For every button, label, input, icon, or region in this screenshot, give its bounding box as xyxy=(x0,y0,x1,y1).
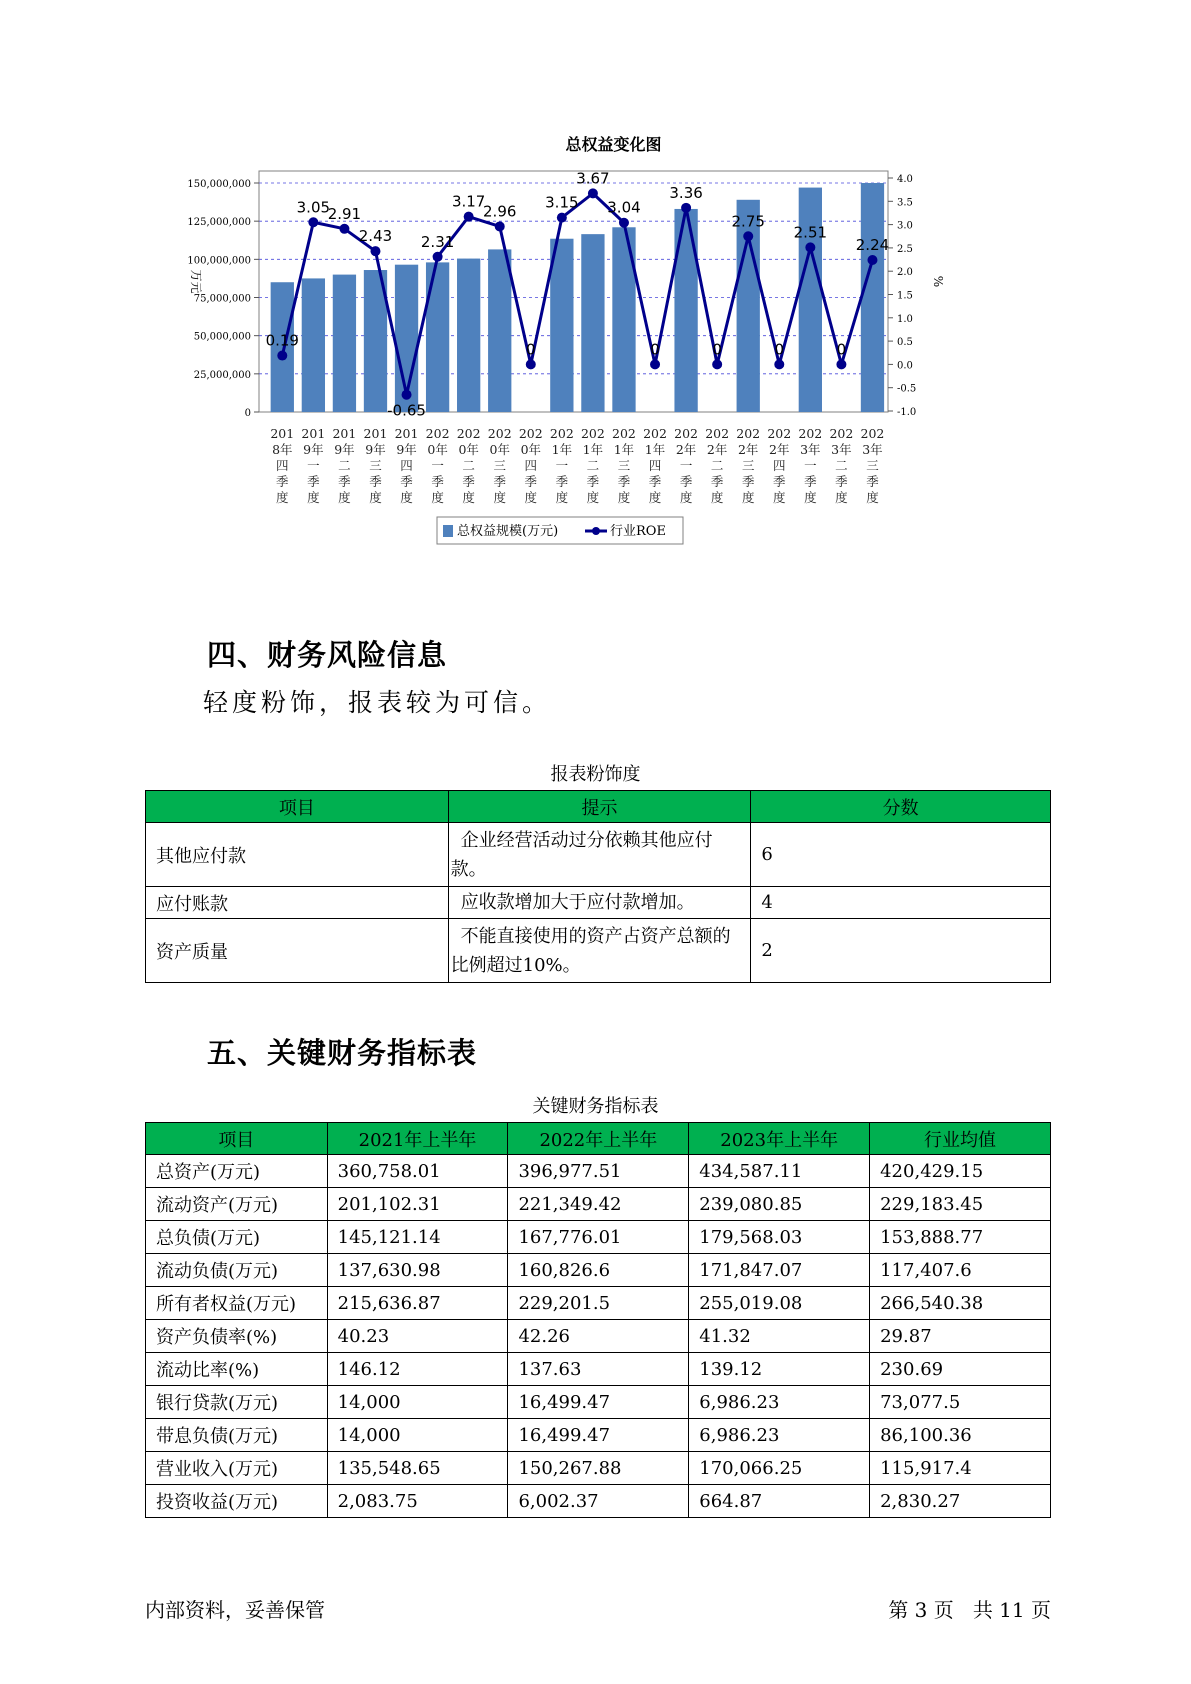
x-axis-tick-label: 0年 xyxy=(520,442,542,457)
x-axis-tick-label: 季 xyxy=(866,474,879,489)
roe-point xyxy=(743,231,753,241)
metric-value: 215,636.87 xyxy=(327,1287,508,1320)
metric-value: 16,499.47 xyxy=(508,1419,689,1452)
x-axis-tick-label: 三 xyxy=(617,458,631,473)
x-axis-tick-label: 2年 xyxy=(706,442,728,457)
metric-value: 117,407.6 xyxy=(870,1254,1051,1287)
metric-value: 170,066.25 xyxy=(689,1452,870,1485)
x-axis-tick-label: 度 xyxy=(276,490,289,505)
x-axis-tick-label: 202 xyxy=(549,426,574,441)
x-axis-tick-label: 季 xyxy=(617,474,631,489)
bar xyxy=(302,278,325,412)
metric-name: 总资产(万元) xyxy=(146,1155,328,1188)
x-axis-tick-label: 202 xyxy=(860,426,885,441)
metric-value: 396,977.51 xyxy=(508,1155,689,1188)
left-axis-tick-label: 50,000,000 xyxy=(193,331,251,343)
bar xyxy=(581,234,604,412)
metric-name: 流动资产(万元) xyxy=(146,1188,328,1221)
right-axis-tick-label: 0.0 xyxy=(897,360,913,372)
x-axis-tick-label: 9年 xyxy=(396,442,417,457)
metric-value: 229,201.5 xyxy=(508,1287,689,1320)
x-axis-tick-label: 季 xyxy=(835,474,848,489)
metric-value: 14,000 xyxy=(327,1386,508,1419)
roe-data-label: 2.75 xyxy=(731,212,765,231)
bar xyxy=(333,275,356,412)
x-axis-tick-label: 0年 xyxy=(489,442,510,457)
x-axis-tick-label: 2年 xyxy=(769,442,790,457)
metric-value: 137.63 xyxy=(508,1353,689,1386)
table-row xyxy=(146,887,1051,919)
metric-name: 所有者权益(万元) xyxy=(146,1287,328,1320)
metric-value: 229,183.45 xyxy=(870,1188,1051,1221)
risk-header-hint: 提示 xyxy=(448,791,751,823)
roe-data-label: 3.15 xyxy=(545,193,579,212)
roe-data-label: 3.04 xyxy=(607,198,641,217)
roe-data-label: 0 xyxy=(836,340,847,359)
x-axis-tick-label: 季 xyxy=(493,474,506,489)
roe-data-label: 3.17 xyxy=(451,192,486,211)
metric-name: 流动负债(万元) xyxy=(146,1254,328,1287)
roe-point xyxy=(619,218,629,228)
x-axis-tick-label: 度 xyxy=(400,490,413,505)
metric-value: 160,826.6 xyxy=(508,1254,689,1287)
x-axis-tick-label: 度 xyxy=(773,490,786,505)
x-axis-tick-label: 度 xyxy=(710,490,724,505)
table-row xyxy=(146,919,1051,983)
x-axis-tick-label: 1年 xyxy=(582,442,604,457)
roe-point xyxy=(495,221,505,231)
bar xyxy=(488,249,511,412)
x-axis-tick-label: 度 xyxy=(586,490,600,505)
x-axis-tick-label: 0年 xyxy=(458,442,479,457)
metric-value: 255,019.08 xyxy=(689,1287,870,1320)
x-axis-tick-label: 三 xyxy=(493,458,506,473)
x-axis-tick-label: 季 xyxy=(462,474,475,489)
risk-table-caption: 报表粉饰度 xyxy=(550,764,641,785)
metric-table xyxy=(145,1122,1051,1518)
table-row xyxy=(146,1254,1051,1287)
metric-value: 6,986.23 xyxy=(689,1386,870,1419)
x-axis-tick-label: 季 xyxy=(369,474,382,489)
roe-point xyxy=(712,359,722,369)
x-axis-tick-label: 季 xyxy=(431,474,444,489)
metric-value: 6,002.37 xyxy=(508,1485,689,1518)
x-axis-tick-label: 二 xyxy=(710,458,724,473)
x-axis-tick-label: 度 xyxy=(524,490,538,505)
metric-value: 86,100.36 xyxy=(870,1419,1051,1452)
x-axis-tick-label: 202 xyxy=(612,426,636,441)
roe-data-label: 2.31 xyxy=(420,232,455,251)
x-axis-tick-label: 0年 xyxy=(427,442,448,457)
metric-value: 167,776.01 xyxy=(508,1221,689,1254)
metric-value: 115,917.4 xyxy=(870,1452,1051,1485)
right-axis-label: % xyxy=(931,275,945,288)
roe-data-label: 0.19 xyxy=(265,331,299,350)
x-axis-tick-label: 一 xyxy=(307,458,320,473)
metric-value: 2,083.75 xyxy=(327,1485,508,1518)
bar xyxy=(550,239,573,412)
risk-score: 4 xyxy=(751,887,1051,919)
risk-score: 2 xyxy=(751,919,1051,983)
metric-value: 16,499.47 xyxy=(508,1386,689,1419)
x-axis-tick-label: 三 xyxy=(866,458,879,473)
right-axis-tick-label: 2.5 xyxy=(897,243,913,255)
roe-data-label: 2.24 xyxy=(855,236,890,255)
metric-value: 434,587.11 xyxy=(689,1155,870,1188)
legend-bar-swatch xyxy=(443,525,453,537)
x-axis-tick-label: 二 xyxy=(462,458,475,473)
x-axis-tick-label: 四 xyxy=(648,458,662,473)
table-row xyxy=(146,1452,1051,1485)
roe-point xyxy=(681,203,691,213)
x-axis-tick-label: 202 xyxy=(767,426,792,441)
roe-point xyxy=(557,213,567,223)
bar xyxy=(426,262,449,412)
right-axis-tick-label: -0.5 xyxy=(897,383,917,395)
metric-value: 266,540.38 xyxy=(870,1287,1051,1320)
table-row xyxy=(146,1221,1051,1254)
x-axis-tick-label: 度 xyxy=(648,490,662,505)
x-axis-tick-label: 度 xyxy=(804,490,817,505)
x-axis-tick-label: 202 xyxy=(487,426,512,441)
equity-chart-svg xyxy=(180,135,1020,595)
x-axis-tick-label: 季 xyxy=(679,474,693,489)
x-axis-tick-label: 季 xyxy=(338,474,351,489)
x-axis-tick-label: 9年 xyxy=(303,442,324,457)
x-axis-tick-label: 二 xyxy=(586,458,600,473)
roe-data-label: 0 xyxy=(712,340,722,359)
right-axis-tick-label: -1.0 xyxy=(897,407,917,418)
x-axis-tick-label: 9年 xyxy=(334,442,355,457)
metric-value: 145,121.14 xyxy=(327,1221,508,1254)
table-row xyxy=(146,1188,1051,1221)
metric-name: 带息负债(万元) xyxy=(146,1419,328,1452)
metrics-section-title: 五、关键财务指标表 xyxy=(207,1036,478,1070)
roe-point xyxy=(650,359,660,369)
roe-data-label: 2.51 xyxy=(793,223,828,242)
metric-value: 221,349.42 xyxy=(508,1188,689,1221)
metric-value: 29.87 xyxy=(870,1320,1051,1353)
chart-title: 总权益变化图 xyxy=(565,135,662,154)
x-axis-tick-label: 1年 xyxy=(613,442,635,457)
metric-table-caption: 关键财务指标表 xyxy=(532,1096,659,1117)
x-axis-tick-label: 2年 xyxy=(737,442,759,457)
risk-hint: 企业经营活动过分依赖其他应付款。 xyxy=(448,823,751,887)
x-axis-tick-label: 202 xyxy=(580,426,605,441)
x-axis-tick-label: 度 xyxy=(462,490,475,505)
metric-value: 230.69 xyxy=(870,1353,1051,1386)
metric-header: 2023年上半年 xyxy=(689,1123,870,1155)
x-axis-tick-label: 202 xyxy=(425,426,450,441)
metric-name: 投资收益(万元) xyxy=(146,1485,328,1518)
metric-value: 135,548.65 xyxy=(327,1452,508,1485)
roe-data-label: 2.43 xyxy=(358,227,393,246)
x-axis-tick-label: 202 xyxy=(736,426,761,441)
x-axis-tick-label: 202 xyxy=(798,426,823,441)
roe-data-label: 0 xyxy=(774,340,785,359)
metric-value: 137,630.98 xyxy=(327,1254,508,1287)
metric-value: 14,000 xyxy=(327,1419,508,1452)
bar xyxy=(799,188,822,412)
x-axis-tick-label: 1年 xyxy=(644,442,666,457)
x-axis-tick-label: 季 xyxy=(524,474,538,489)
x-axis-tick-label: 一 xyxy=(679,458,693,473)
metric-value: 153,888.77 xyxy=(870,1221,1051,1254)
risk-summary-text: 轻度粉饰，报表较为可信。 xyxy=(203,688,552,717)
x-axis-tick-label: 季 xyxy=(586,474,600,489)
x-axis-tick-label: 季 xyxy=(773,474,786,489)
table-row xyxy=(146,823,1051,887)
metric-value: 40.23 xyxy=(327,1320,508,1353)
x-axis-tick-label: 二 xyxy=(338,458,351,473)
roe-point xyxy=(402,390,412,400)
risk-item: 应付账款 xyxy=(146,887,449,919)
legend-bar-label: 总权益规模(万元) xyxy=(457,524,559,539)
x-axis-tick-label: 季 xyxy=(555,474,569,489)
roe-data-label: 2.96 xyxy=(483,202,517,221)
roe-data-label: 0 xyxy=(526,340,536,359)
x-axis-tick-label: 四 xyxy=(400,458,413,473)
x-axis-tick-label: 一 xyxy=(555,458,569,473)
footer-page-number: 第 3 页 共 11 页 xyxy=(888,1598,1051,1622)
metric-name: 银行贷款(万元) xyxy=(146,1386,328,1419)
metric-value: 2,830.27 xyxy=(870,1485,1051,1518)
roe-data-label: 0 xyxy=(650,340,660,359)
roe-point xyxy=(308,217,318,227)
table-row xyxy=(146,1485,1051,1518)
risk-table xyxy=(145,790,1051,983)
metric-header: 2022年上半年 xyxy=(508,1123,689,1155)
x-axis-tick-label: 度 xyxy=(617,490,631,505)
x-axis-tick-label: 3年 xyxy=(831,442,852,457)
metric-table-header-row xyxy=(146,1123,1051,1155)
risk-table-header-row xyxy=(146,791,1051,823)
metric-value: 42.26 xyxy=(508,1320,689,1353)
x-axis-tick-label: 度 xyxy=(493,490,506,505)
x-axis-tick-label: 度 xyxy=(369,490,382,505)
roe-point xyxy=(805,242,815,252)
x-axis-tick-label: 四 xyxy=(276,458,289,473)
roe-point xyxy=(588,188,598,198)
metric-name: 资产负债率(%) xyxy=(146,1320,328,1353)
table-row xyxy=(146,1287,1051,1320)
metric-value: 41.32 xyxy=(689,1320,870,1353)
risk-header-score: 分数 xyxy=(751,791,1051,823)
metric-value: 179,568.03 xyxy=(689,1221,870,1254)
table-row xyxy=(146,1386,1051,1419)
x-axis-tick-label: 202 xyxy=(456,426,481,441)
metric-value: 171,847.07 xyxy=(689,1254,870,1287)
x-axis-tick-label: 季 xyxy=(276,474,289,489)
metric-value: 6,986.23 xyxy=(689,1419,870,1452)
x-axis-tick-label: 度 xyxy=(741,490,755,505)
x-axis-tick-label: 度 xyxy=(555,490,569,505)
x-axis-tick-label: 201 xyxy=(394,426,419,441)
risk-item: 资产质量 xyxy=(146,919,449,983)
roe-data-label: 3.67 xyxy=(576,169,610,188)
metric-header: 行业均值 xyxy=(870,1123,1051,1155)
x-axis-tick-label: 二 xyxy=(835,458,848,473)
x-axis-tick-label: 一 xyxy=(804,458,817,473)
metric-header: 项目 xyxy=(146,1123,328,1155)
x-axis-tick-label: 202 xyxy=(643,426,667,441)
x-axis-tick-label: 一 xyxy=(431,458,444,473)
left-axis-tick-label: 75,000,000 xyxy=(193,293,251,305)
x-axis-tick-label: 3年 xyxy=(862,442,883,457)
risk-section-title: 四、财务风险信息 xyxy=(207,638,448,672)
bar xyxy=(861,183,884,412)
legend-line-label: 行业ROE xyxy=(610,524,666,539)
metric-value: 664.87 xyxy=(689,1485,870,1518)
roe-point xyxy=(277,351,287,361)
x-axis-tick-label: 三 xyxy=(741,458,755,473)
left-axis-tick-label: 150,000,000 xyxy=(187,179,251,190)
x-axis-tick-label: 季 xyxy=(741,474,755,489)
left-axis-tick-label: 25,000,000 xyxy=(193,369,251,381)
bar xyxy=(457,259,480,412)
roe-point xyxy=(464,212,474,222)
metric-value: 201,102.31 xyxy=(327,1188,508,1221)
legend-line-marker xyxy=(592,527,600,535)
x-axis-tick-label: 202 xyxy=(705,426,730,441)
left-axis-tick-label: 0 xyxy=(244,408,251,419)
right-axis-tick-label: 0.5 xyxy=(897,337,913,349)
right-axis-tick-label: 3.5 xyxy=(897,197,913,209)
x-axis-tick-label: 201 xyxy=(301,426,326,441)
metric-name: 营业收入(万元) xyxy=(146,1452,328,1485)
right-axis-tick-label: 2.0 xyxy=(897,267,913,279)
x-axis-tick-label: 度 xyxy=(338,490,351,505)
roe-data-label: 3.05 xyxy=(296,198,331,217)
table-row xyxy=(146,1155,1051,1188)
roe-point xyxy=(867,255,877,265)
x-axis-tick-label: 202 xyxy=(829,426,854,441)
table-row xyxy=(146,1419,1051,1452)
metric-header: 2021年上半年 xyxy=(327,1123,508,1155)
x-axis-tick-label: 8年 xyxy=(272,442,293,457)
roe-point xyxy=(836,359,846,369)
right-axis-tick-label: 1.5 xyxy=(897,290,913,302)
left-axis-tick-label: 100,000,000 xyxy=(187,255,251,267)
footer-confidential: 内部资料，妥善保管 xyxy=(145,1598,325,1622)
right-axis-tick-label: 1.0 xyxy=(897,313,913,325)
x-axis-tick-label: 9年 xyxy=(365,442,386,457)
right-axis-tick-label: 4.0 xyxy=(897,174,913,185)
roe-data-label: 3.36 xyxy=(669,183,703,202)
x-axis-tick-label: 202 xyxy=(674,426,699,441)
roe-point xyxy=(433,252,443,262)
risk-item: 其他应付款 xyxy=(146,823,449,887)
bar xyxy=(674,209,697,412)
x-axis-tick-label: 四 xyxy=(773,458,786,473)
x-axis-tick-label: 度 xyxy=(835,490,848,505)
roe-point xyxy=(774,359,784,369)
risk-hint: 应收款增加大于应付款增加。 xyxy=(448,887,751,919)
x-axis-tick-label: 季 xyxy=(648,474,662,489)
risk-header-item: 项目 xyxy=(146,791,449,823)
x-axis-tick-label: 201 xyxy=(363,426,388,441)
metric-value: 420,429.15 xyxy=(870,1155,1051,1188)
x-axis-tick-label: 三 xyxy=(369,458,382,473)
metric-name: 总负债(万元) xyxy=(146,1221,328,1254)
equity-chart xyxy=(180,135,1020,595)
roe-point xyxy=(339,224,349,234)
x-axis-tick-label: 度 xyxy=(679,490,693,505)
metric-name: 流动比率(%) xyxy=(146,1353,328,1386)
table-row xyxy=(146,1353,1051,1386)
roe-data-label: 2.91 xyxy=(327,204,362,223)
x-axis-tick-label: 季 xyxy=(307,474,320,489)
x-axis-tick-label: 季 xyxy=(710,474,724,489)
x-axis-tick-label: 2年 xyxy=(675,442,697,457)
x-axis-tick-label: 季 xyxy=(400,474,413,489)
roe-point xyxy=(370,246,380,256)
x-axis-tick-label: 度 xyxy=(431,490,444,505)
right-axis-tick-label: 3.0 xyxy=(897,220,913,232)
risk-hint: 不能直接使用的资产占资产总额的比例超过10%。 xyxy=(448,919,751,983)
metric-value: 239,080.85 xyxy=(689,1188,870,1221)
roe-data-label: -0.65 xyxy=(387,401,426,420)
x-axis-tick-label: 1年 xyxy=(551,442,573,457)
x-axis-tick-label: 201 xyxy=(270,426,295,441)
x-axis-tick-label: 202 xyxy=(518,426,543,441)
metric-value: 360,758.01 xyxy=(327,1155,508,1188)
metric-value: 139.12 xyxy=(689,1353,870,1386)
x-axis-tick-label: 季 xyxy=(804,474,817,489)
x-axis-tick-label: 3年 xyxy=(800,442,821,457)
x-axis-tick-label: 度 xyxy=(307,490,320,505)
metric-value: 146.12 xyxy=(327,1353,508,1386)
left-axis-tick-label: 125,000,000 xyxy=(187,217,251,229)
metric-value: 73,077.5 xyxy=(870,1386,1051,1419)
x-axis-tick-label: 201 xyxy=(332,426,357,441)
roe-point xyxy=(526,359,536,369)
table-row xyxy=(146,1320,1051,1353)
left-axis-label: 万元 xyxy=(189,269,203,294)
x-axis-tick-label: 四 xyxy=(524,458,538,473)
risk-score: 6 xyxy=(751,823,1051,887)
metric-value: 150,267.88 xyxy=(508,1452,689,1485)
x-axis-tick-label: 度 xyxy=(866,490,879,505)
